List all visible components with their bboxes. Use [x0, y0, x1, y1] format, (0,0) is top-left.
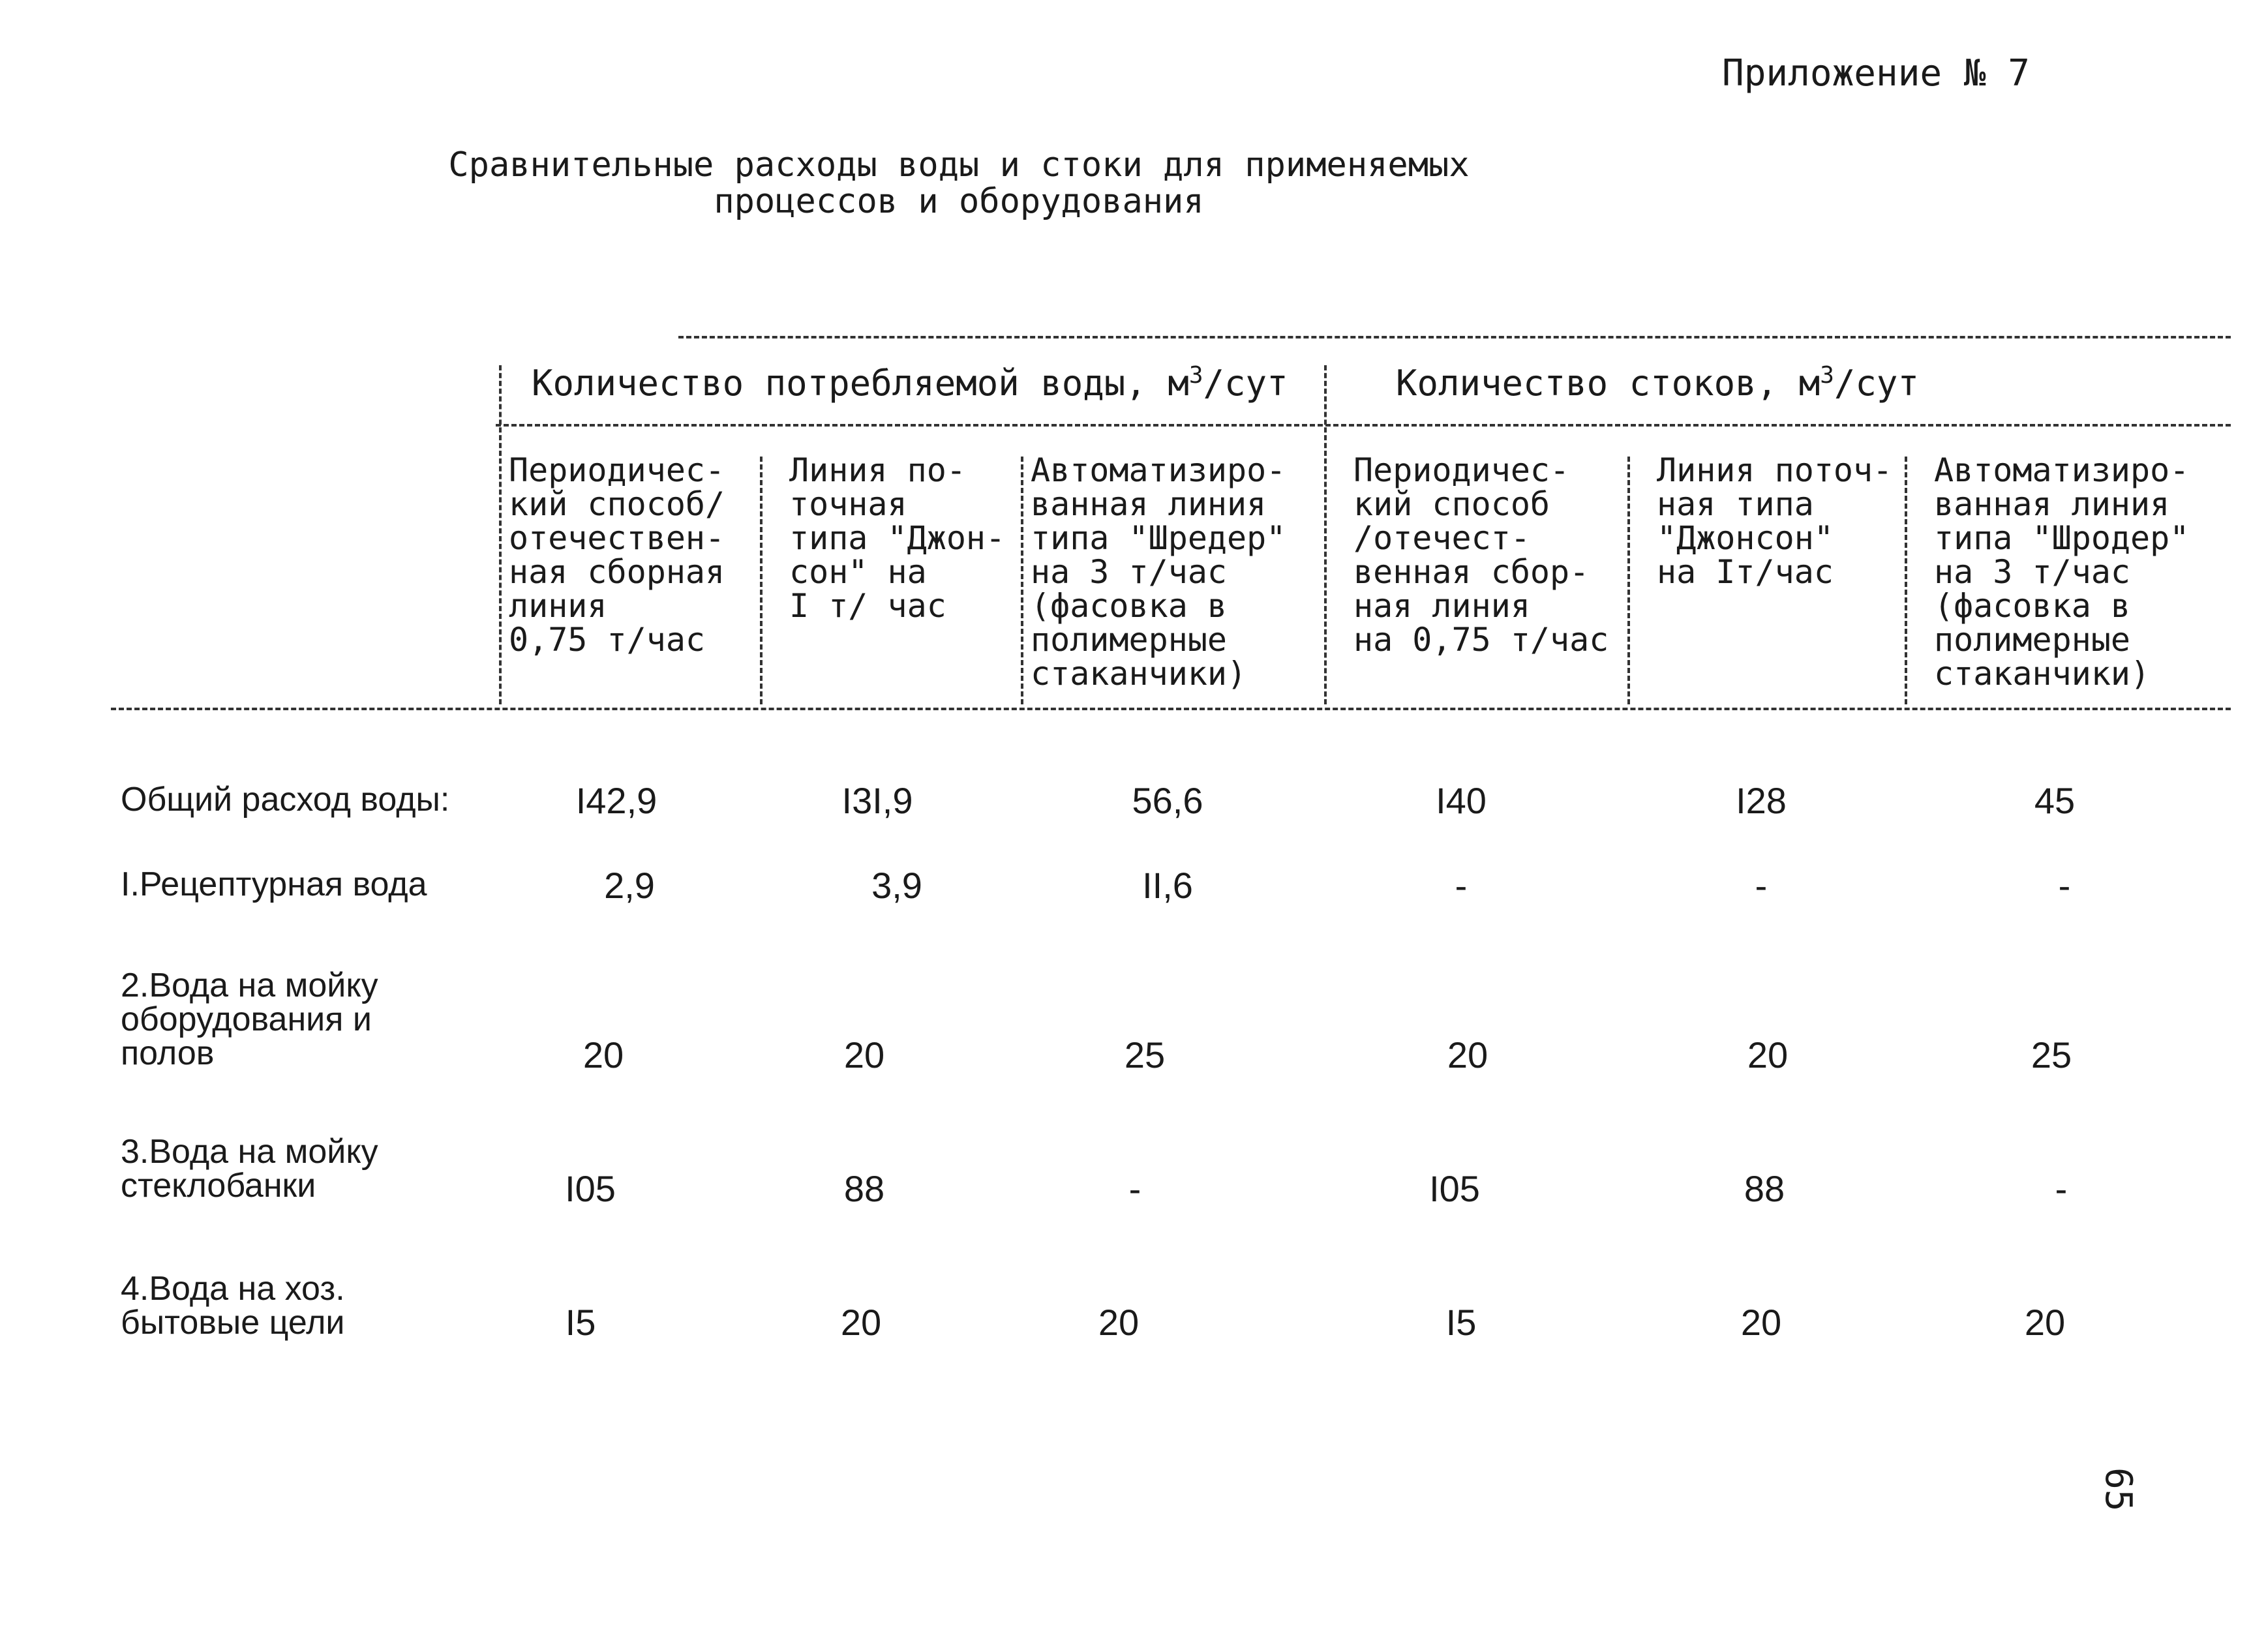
column-separator: [1905, 457, 1907, 704]
table-cell: 20: [840, 1302, 882, 1343]
table-cell: 20: [582, 1034, 624, 1075]
table-cell: 45: [2034, 780, 2076, 821]
column-header-4: Периодичес- кий способ /отечест- венная сбор- ная линия на 0,75 т/час: [1353, 451, 1609, 659]
table-cell: 56,6: [1132, 780, 1203, 821]
table-cell: 20: [1747, 1034, 1789, 1075]
group-header-water-label: Количество потребляемой воды, м: [532, 363, 1189, 404]
group-header-water-sup: 3: [1188, 362, 1203, 389]
row-label-total: Общий расход воды:: [121, 781, 450, 818]
table-cell: 2,9: [604, 865, 655, 906]
table-cell: -: [1128, 1168, 1141, 1209]
table-cell: -: [2055, 1168, 2068, 1209]
table-cell: 3,9: [871, 865, 922, 906]
table-cell: II,6: [1142, 865, 1193, 906]
table-cell: I5: [565, 1302, 596, 1343]
column-header-6: Автоматизиро- ванная линия типа "Шродер" на 3 т/час (фасовка в полимерные стаканчики): [1934, 451, 2190, 693]
column-header-2: Линия по- точная типа "Джон- сон" на I т/ час: [789, 451, 1006, 625]
table-cell: 20: [843, 1034, 885, 1075]
row-label-jar-washing: 3.Вода на мойку стеклобанки: [121, 1133, 378, 1205]
column-header-3: Автоматизиро- ванная линия типа "Шредер" на 3 т/час (фасовка в полимерные стаканчики): [1031, 451, 1286, 693]
appendix-label: Приложение № 7: [1722, 52, 2031, 95]
group-header-sewage-unit: /сут: [1834, 363, 1919, 404]
table-cell: I40: [1436, 780, 1487, 821]
table-cell: I05: [1429, 1168, 1480, 1209]
table-top-rule: [678, 336, 2231, 338]
column-separator: [499, 365, 502, 704]
header-bottom-rule: [111, 708, 2231, 710]
title-line-1: Сравнительные расходы воды и стоки для применяемых: [448, 145, 1470, 185]
table-cell: I3I,9: [841, 780, 913, 821]
table-cell: I05: [565, 1168, 616, 1209]
table-cell: -: [1755, 865, 1768, 906]
row-label-recipe-water: I.Рецептурная вода: [121, 865, 427, 903]
group-header-water-unit: /сут: [1203, 363, 1288, 404]
group-header-sewage-sup: 3: [1820, 362, 1834, 389]
table-cell: I42,9: [575, 780, 657, 821]
column-separator: [1324, 365, 1327, 704]
table-cell: 88: [1744, 1168, 1785, 1209]
column-separator: [1627, 457, 1630, 704]
table-cell: -: [2058, 865, 2071, 906]
column-separator: [1021, 457, 1023, 704]
group-header-water: [532, 362, 1288, 404]
page-number: 65: [2097, 1467, 2139, 1512]
row-label-equipment-washing: 2.Вода на мойку оборудования и полов: [121, 967, 378, 1072]
table-cell: 25: [1124, 1034, 1166, 1075]
table-cell: 20: [1447, 1034, 1488, 1075]
table-cell: 20: [1098, 1302, 1140, 1343]
column-header-5: Линия поточ- ная типа "Джонсон" на Iт/час: [1657, 451, 1893, 591]
table-cell: I28: [1736, 780, 1787, 821]
table-cell: I5: [1445, 1302, 1477, 1343]
row-label-household: 4.Вода на хоз. бытовые цели: [121, 1270, 345, 1342]
table-cell: 20: [2024, 1302, 2066, 1343]
document-title: [0, 147, 1918, 220]
table-cell: -: [1455, 865, 1468, 906]
title-line-2: процессов и оборудования: [714, 182, 1204, 221]
table-cell: 25: [2031, 1034, 2072, 1075]
group-divider-rule: [496, 424, 2231, 427]
table-cell: 20: [1740, 1302, 1782, 1343]
table-cell: 88: [843, 1168, 885, 1209]
group-header-sewage-label: Количество стоков, м: [1396, 363, 1820, 404]
group-header-sewage: [1396, 362, 1919, 404]
column-separator: [760, 457, 763, 704]
column-header-1: Периодичес- кий способ/ отечествен- ная сборная линия 0,75 т/час: [509, 451, 725, 659]
